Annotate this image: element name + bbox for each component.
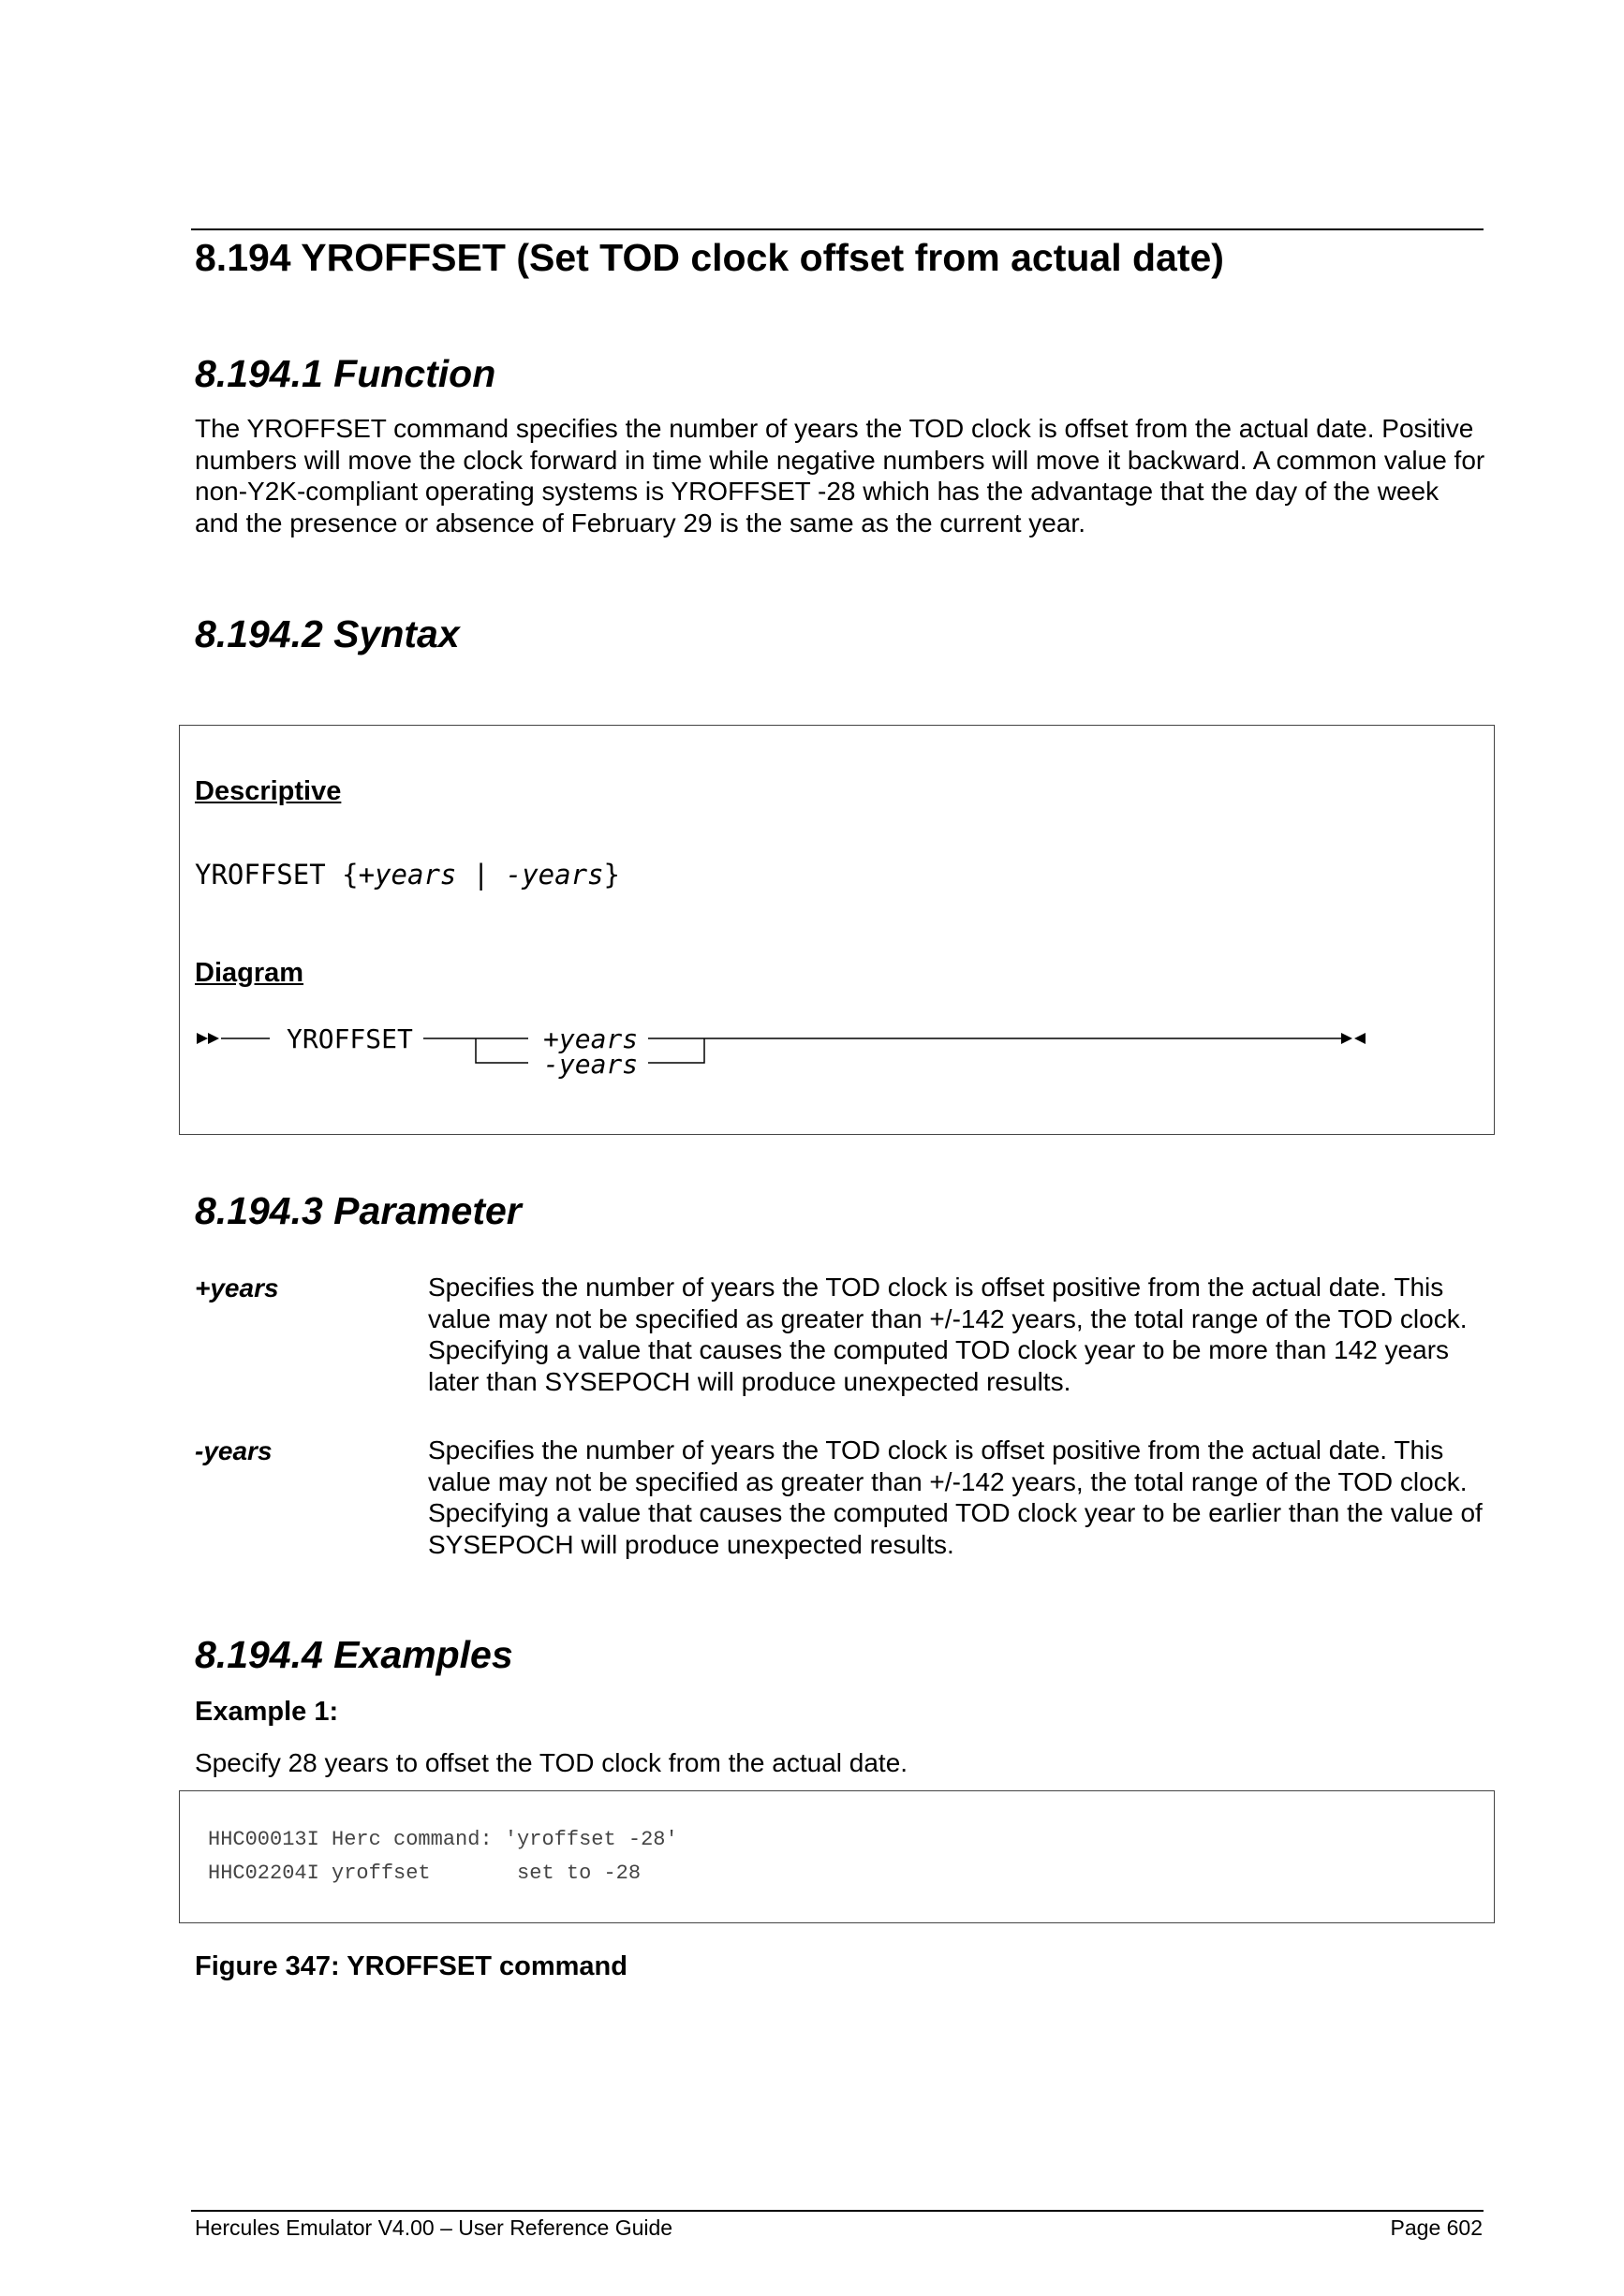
descriptive-close: }	[603, 859, 620, 890]
diagram-alt-branch-left	[476, 1038, 528, 1063]
footer-title: Hercules Emulator V4.00 – User Reference Guide	[195, 2215, 673, 2240]
param-desc: Specifies the number of years the TOD clock is offset positive from the actual date. This value may not be specified as greater than +/-142 years, the total range of the TOD clock. Specifying a value that causes the computed TOD clock year to be more than 142 years later than SYSEPOCH will produce unexpected results.	[428, 1273, 1468, 1396]
descriptive-sep: |	[456, 859, 506, 890]
diagram-alt-branch-right	[648, 1038, 704, 1063]
descriptive-label: Descriptive	[195, 776, 342, 806]
code-line: HHC00013I Herc command: 'yroffset -28'	[208, 1828, 678, 1851]
descriptive-syntax	[195, 859, 620, 890]
example1-text: Specify 28 years to offset the TOD clock from the actual date.	[195, 1748, 908, 1777]
syntax-diagram	[180, 1025, 1491, 1110]
section-title: 8.194 YROFFSET (Set TOD clock offset from actual date)	[195, 236, 1224, 279]
examples-heading: 8.194.4 Examples	[195, 1633, 513, 1676]
diagram-end-arrow-2	[1354, 1033, 1366, 1044]
page-number: Page 602	[1390, 2215, 1483, 2240]
param-name: -years	[195, 1436, 273, 1465]
code-line: HHC02204I yroffset set to -28	[208, 1862, 642, 1885]
function-text: The YROFFSET command specifies the number of years the TOD clock is offset from the actual date. Positive numbers will move the clock forward in time while negative numbers will move it backward. A common value for non-Y2K-compliant operating systems is YROFFSET -28 which has the advantage that the day of the week and the presence or absence of February 29 is the same as the current year.	[195, 414, 1485, 537]
diagram-start-arrow-1	[197, 1033, 208, 1044]
descriptive-cmd: YROFFSET {	[195, 859, 359, 890]
footer-rule	[191, 2210, 1484, 2212]
function-heading: 8.194.1 Function	[195, 352, 496, 395]
diagram-start-arrow-2	[208, 1033, 219, 1044]
diagram-label: Diagram	[195, 958, 304, 988]
diagram-end-arrow-1	[1341, 1033, 1352, 1044]
parameter-heading: 8.194.3 Parameter	[195, 1189, 522, 1232]
syntax-box	[179, 725, 1495, 1135]
code-box	[179, 1790, 1495, 1923]
diagram-opt1: +years	[543, 1025, 639, 1054]
param-name: +years	[195, 1273, 279, 1303]
section-top-rule	[191, 228, 1484, 230]
descriptive-opt1: +years	[358, 859, 457, 890]
syntax-heading: 8.194.2 Syntax	[195, 612, 460, 655]
figure-caption: Figure 347: YROFFSET command	[195, 1951, 627, 1981]
diagram-opt2: -years	[543, 1049, 639, 1080]
example1-label: Example 1:	[195, 1697, 339, 1727]
descriptive-opt2: -years	[505, 859, 604, 890]
diagram-cmd: YROFFSET	[287, 1025, 413, 1054]
param-desc: Specifies the number of years the TOD clock is offset positive from the actual date. This value may not be specified as greater than +/-142 years, the total range of the TOD clock. Specifying a value that causes the computed TOD clock year to be earlier than the value of SYSEPOCH will produce unexpected results.	[428, 1435, 1483, 1559]
